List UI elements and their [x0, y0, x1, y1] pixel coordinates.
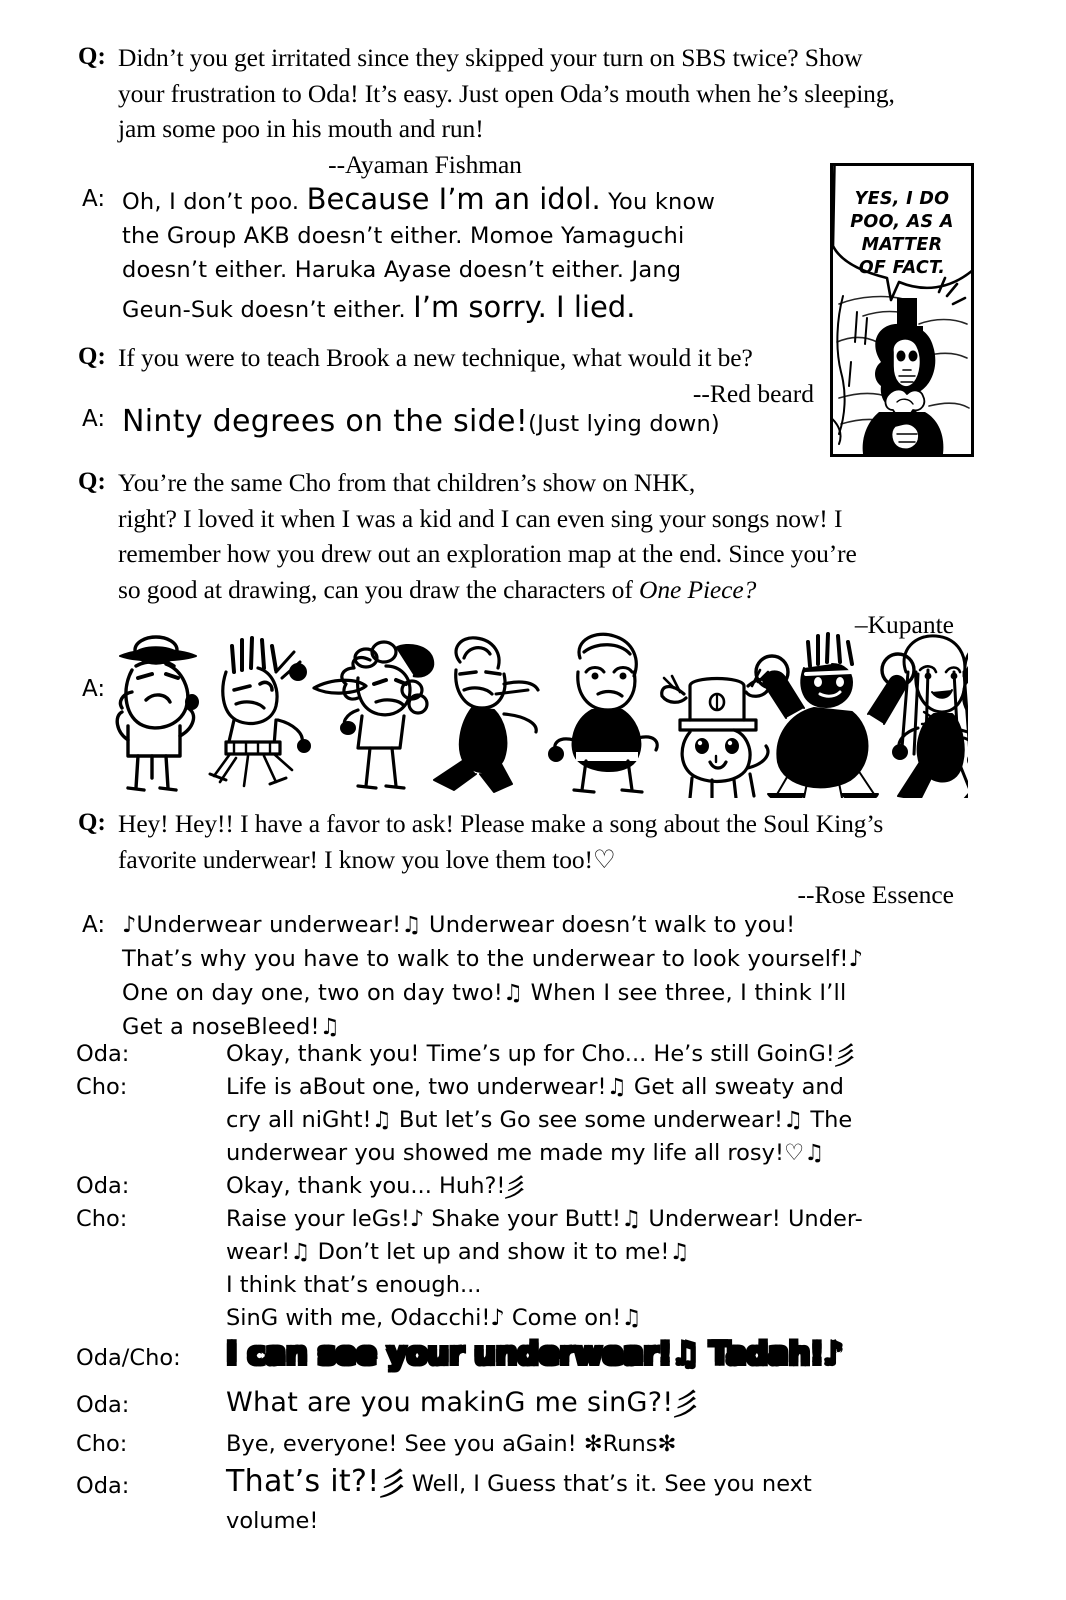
dialogue-row-oda-cho-shout	[76, 1332, 976, 1375]
question-body	[118, 806, 962, 912]
dialogue-line: Okay, thank you! Time’s up for Cho... He’s still GoinG!	[226, 1041, 835, 1067]
dialogue-text	[226, 1462, 976, 1538]
franky-doodle	[756, 634, 914, 798]
emphasis-swoosh-icon: 彡	[501, 1172, 530, 1203]
question-signature: –Kupante	[854, 610, 954, 639]
emphasis-swoosh-icon: 彡	[375, 1466, 410, 1503]
question-signature: --Ayaman Fishman	[328, 149, 522, 179]
question-title-italic: One Piece?	[639, 574, 757, 604]
answer-body	[122, 182, 836, 330]
dialogue-text	[226, 1071, 976, 1170]
speaker-label: Oda:	[76, 1473, 130, 1499]
qa-block-underwear-request	[72, 806, 962, 912]
dialogue-line: Raise your leGs!♪ Shake your Butt!♫ Underwear! Under-	[226, 1206, 863, 1232]
answer-label: A:	[82, 186, 106, 212]
dialogue-row-oda-4	[76, 1462, 976, 1538]
dialogue-row-cho-1	[76, 1071, 976, 1170]
dialogue-line: cry all niGht!♫ But let’s Go see some underwear!♫ The	[226, 1107, 853, 1133]
bubble-line: POO, AS A	[850, 212, 954, 232]
question-line: your frustration to Oda! It’s easy. Just open Oda’s mouth when he’s sleeping,	[118, 78, 895, 108]
answer-line	[122, 182, 836, 219]
emphasis-swoosh-icon: 彡	[669, 1387, 703, 1423]
answer-text-emphasis: Because I’m an idol.	[306, 182, 601, 216]
answer-text-normal: Geun-Suk doesn’t either.	[122, 297, 406, 323]
qa-block-underwear-song	[76, 908, 976, 1044]
speaker-label: Cho:	[76, 1074, 128, 1100]
answer-line: One on day one, two on day two!♫ When I see three, I think I’ll	[122, 980, 847, 1006]
straw-hat-doodle-strip	[108, 628, 968, 798]
question-line-text: so good at drawing, can you draw the characters of	[118, 574, 633, 604]
speaker-label: Cho:	[76, 1206, 128, 1232]
dialogue-text	[226, 1203, 976, 1335]
question-line	[118, 572, 962, 608]
question-line: remember how you drew out an exploration map at the end. Since you’re	[118, 539, 857, 568]
answer-text-emphasis: I’m sorry. I lied.	[413, 290, 636, 324]
speaker-label: Cho:	[76, 1431, 128, 1457]
qa-block-nhk-cho	[72, 465, 962, 642]
shout-text: I can see your underwear!♫ Tadah!♪	[226, 1335, 843, 1372]
speaker-label: Oda:	[76, 1173, 130, 1199]
answer-line: Get a noseBleed!♫	[122, 1014, 341, 1040]
dialogue-line: Life is aBout one, two underwear!♫ Get all sweaty and	[226, 1074, 844, 1100]
sanji-doodle	[434, 638, 538, 792]
nami-doodle	[548, 634, 657, 792]
dialogue-line: I think that’s enough...	[226, 1272, 482, 1298]
emphasis-swoosh-icon: 彡	[831, 1040, 859, 1071]
question-line: favorite underwear! I know you love them too!♡	[118, 844, 616, 874]
answer-line: ♪Underwear underwear!♫ Underwear doesn’t walk to you!	[122, 912, 796, 938]
question-label: Q:	[78, 809, 106, 836]
question-signature: --Rose Essence	[797, 880, 954, 909]
question-label: Q:	[78, 43, 106, 70]
dialogue-line: Okay, thank you... Huh?!	[226, 1173, 506, 1199]
dialogue-row-oda-1	[76, 1038, 976, 1073]
answer-label: A:	[82, 912, 106, 938]
zoro-doodle	[210, 638, 311, 786]
question-label: Q:	[78, 468, 106, 495]
answer-text-normal: You know	[608, 189, 716, 215]
speech-bubble-text	[833, 188, 971, 280]
answer-text-aside: (Just lying down)	[528, 411, 720, 437]
answer-text-normal: Oh, I don’t poo.	[122, 189, 300, 215]
dialogue-row-cho-3	[76, 1428, 976, 1461]
answer-body	[122, 908, 976, 1044]
question-line: Hey! Hey!! I have a favor to ask! Please make a song about the Soul King’s	[118, 809, 884, 838]
answer-line	[122, 287, 836, 330]
usopp-doodle	[314, 642, 433, 788]
question-body	[118, 340, 822, 411]
question-line: You’re the same Cho from that children’s show on NHK,	[118, 468, 696, 497]
qa-block-sbs-skipped	[72, 40, 962, 182]
speaker-label: Oda:	[76, 1392, 130, 1418]
dialogue-text	[226, 1170, 976, 1205]
answer-body	[122, 402, 866, 442]
dialogue-text-normal: Well, I Guess that’s it. See you next	[411, 1471, 812, 1497]
dialogue-text: Bye, everyone! See you aGain! ✻Runs✻	[226, 1431, 677, 1457]
dialogue-row-oda-2	[76, 1170, 976, 1205]
dialogue-text	[226, 1385, 976, 1423]
qa-block-idol-answer	[76, 182, 836, 330]
answer-label: A:	[82, 406, 106, 432]
question-line: jam some poo in his mouth and run!	[118, 114, 484, 143]
dialogue-line: What are you makinG me sinG?!	[226, 1387, 674, 1418]
answer-line: That’s why you have to walk to the underwear to look yourself!♪	[122, 946, 864, 972]
answer-line: the Group AKB doesn’t either. Momoe Yamaguchi	[122, 223, 685, 249]
answer-label-doodles: A:	[82, 676, 106, 702]
question-line: Didn’t you get irritated since they skipped your turn on SBS twice? Show	[118, 43, 863, 72]
dialogue-row-cho-2	[76, 1203, 976, 1335]
answer-text-emphasis: Ninty degrees on the side!	[122, 404, 529, 439]
bubble-line: MATTER	[861, 235, 943, 255]
answer-line: doesn’t either. Haruka Ayase doesn’t either. Jang	[122, 257, 682, 283]
question-line: If you were to teach Brook a new technique, what would it be?	[118, 343, 753, 372]
question-signature: --Red beard	[692, 378, 814, 408]
question-label: Q:	[78, 343, 106, 370]
speaker-label: Oda/Cho:	[76, 1345, 181, 1371]
qa-block-brook-technique	[72, 340, 822, 411]
brook-panel	[830, 163, 974, 457]
chopper-doodle	[662, 670, 769, 798]
question-line: right? I loved it when I was a kid and I can even sing your songs now! I	[118, 503, 843, 533]
dialogue-line-mixed	[226, 1462, 976, 1505]
dialogue-line: SinG with me, Odacchi!♪ Come on!♫	[226, 1305, 642, 1331]
dialogue-text-emphasis: That’s it?!	[226, 1464, 380, 1499]
dialogue-line: volume!	[226, 1508, 319, 1534]
dialogue-row-oda-3	[76, 1385, 976, 1423]
dialogue-line: wear!♫ Don’t let up and show it to me!♫	[226, 1239, 690, 1265]
bubble-line: OF FACT.	[858, 258, 946, 278]
speaker-label: Oda:	[76, 1041, 130, 1067]
shout-line	[226, 1334, 843, 1374]
dialogue-line: underwear you showed me made my life all rosy!♡♫	[226, 1140, 825, 1166]
bubble-line: YES, I DO	[854, 189, 950, 209]
qa-block-ninty-degrees	[76, 402, 866, 442]
dialogue-text	[226, 1038, 976, 1073]
luffy-doodle	[117, 637, 199, 790]
question-body	[118, 40, 962, 182]
question-body	[118, 465, 962, 642]
